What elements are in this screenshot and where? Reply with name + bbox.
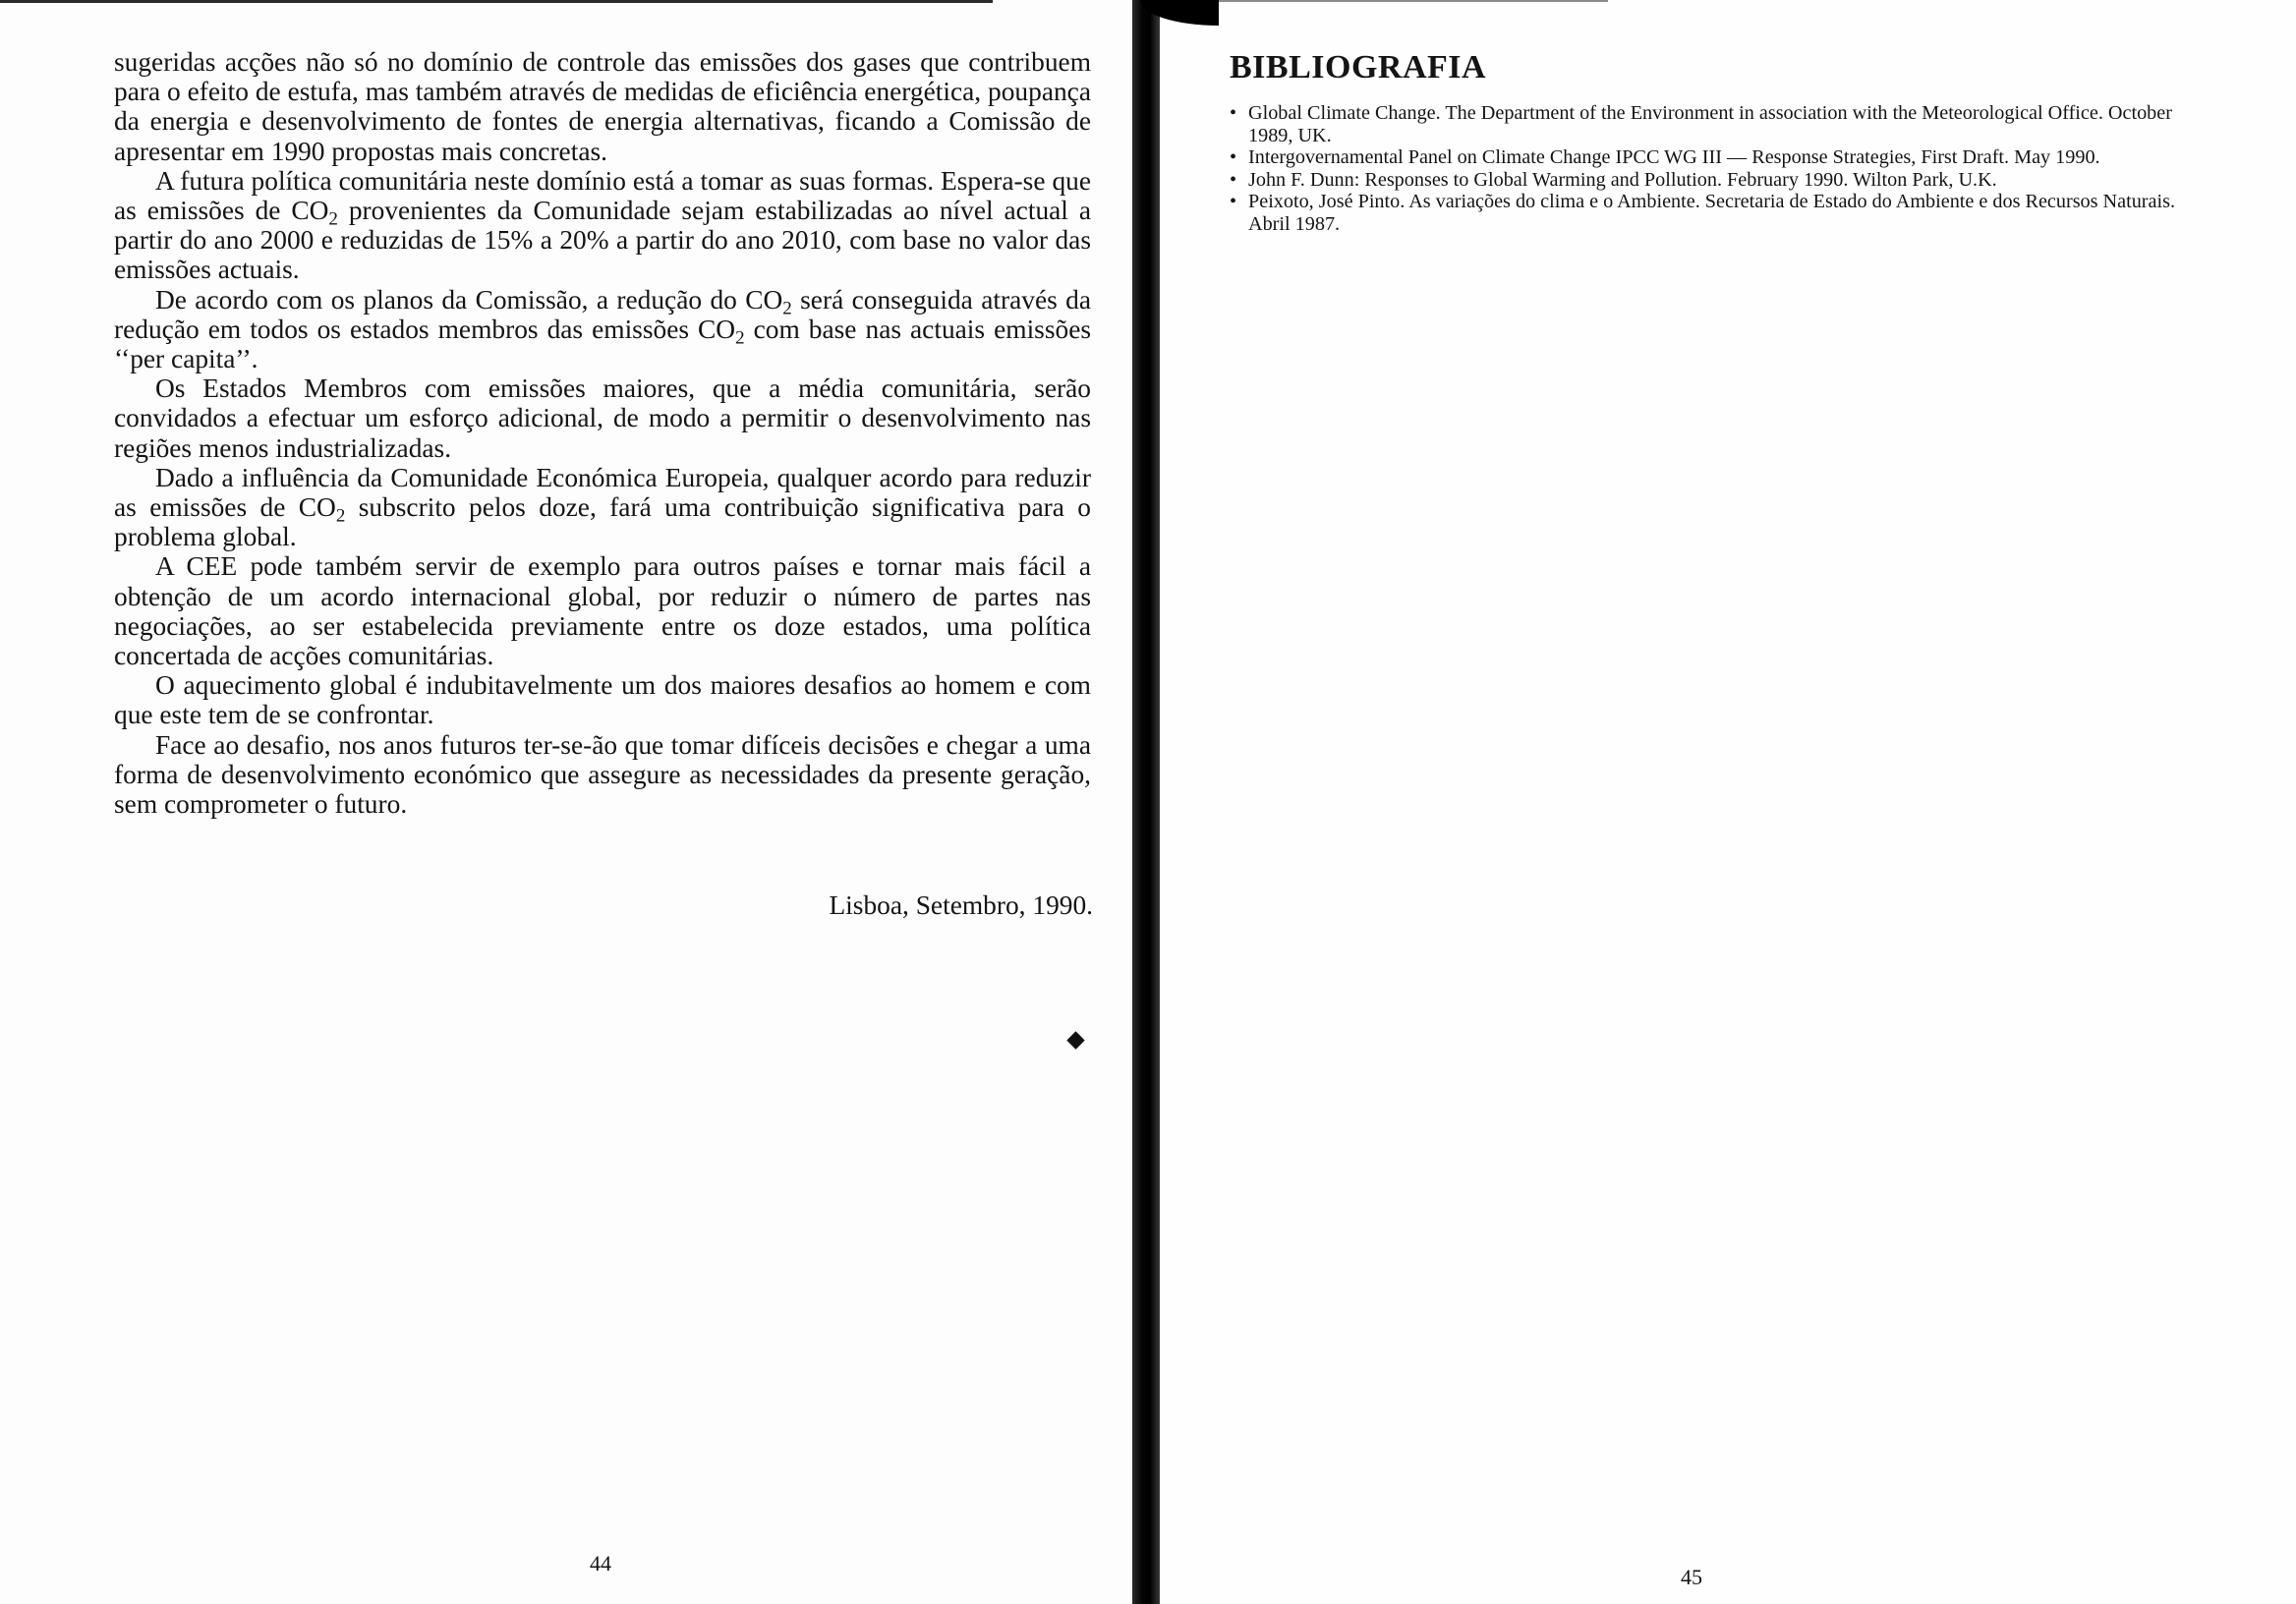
top-scan-edge-left	[0, 0, 993, 3]
paragraph-text: O aquecimento global é indubitavelmente um dos maiores desafios ao homem e com que este tem de se confrontar.	[114, 670, 1091, 730]
paragraph-text: com base nas actuais emissões ‘‘per capita’’.	[114, 314, 1092, 374]
bibliography-heading: BIBLIOGRAFIA	[1230, 49, 1487, 86]
paragraph-text: Dado a influência da Comunidade Económica Europeia, qualquer acordo para reduzir as emissões de CO	[114, 462, 1091, 523]
paragraph-text: sugeridas acções não só no domínio de controle das emissões dos gases que contribuem para o efeito de estufa, mas também através de medidas de eficiência energética, poupança da energia e desenvolvimento de fontes de energia alternativas, ficando a Comissão de apresentar em 1990 propostas mais concretas.	[114, 47, 1091, 166]
paragraph-text: A CEE pode também servir de exemplo para outros países e tornar mais fácil a obtenção de um acordo internacional global, por reduzir o número de partes nas negociações, ao ser estabelecida previamente entre os doze estados, uma política concertada de acções comunitárias.	[114, 551, 1091, 671]
paragraph-text: Face ao desafio, nos anos futuros ter-se-ão que tomar difíceis decisões e chegar a uma forma de desenvolvimento económico que assegure as necessidades da presente geração, sem comprometer o futuro.	[114, 729, 1091, 820]
subscript-text: 2	[335, 505, 346, 527]
paragraph-text: De acordo com os planos da Comissão, a redução do CO	[155, 284, 783, 315]
right-page	[1160, 0, 2296, 1604]
subscript-text: 2	[782, 297, 792, 318]
body-paragraph	[114, 285, 1091, 374]
body-paragraph	[114, 670, 1091, 729]
subscript-text: 2	[328, 208, 338, 230]
paragraph-text: A futura política comunitária neste domínio está a tomar as suas formas. Espera-se que as emissões de CO	[114, 165, 1091, 226]
place-and-date-signoff: Lisboa, Setembro, 1990.	[829, 890, 1093, 920]
body-paragraph	[114, 551, 1091, 670]
bibliography-entry: • Global Climate Change. The Department of the Environment in association with the Meteorological Office. October 1989, UK.	[1230, 102, 2212, 146]
paragraph-text: subscrito pelos doze, fará uma contribuição significativa para o problema global.	[114, 492, 1092, 552]
top-scan-edge-right	[1215, 0, 1608, 2]
page-number-left: 44	[590, 1551, 611, 1575]
page-number-right: 45	[1681, 1565, 1702, 1589]
bibliography-entry: • Peixoto, José Pinto. As variações do clima e o Ambiente. Secretaria de Estado do Ambiente e dos Recursos Naturais. Abril 1987.	[1230, 191, 2212, 235]
book-spine-gutter	[1132, 0, 1160, 1604]
body-paragraph	[114, 47, 1091, 166]
bibliography-entry: • Intergovernamental Panel on Climate Change IPCC WG III — Response Strategies, First Draft. May 1990.	[1230, 146, 2212, 169]
body-paragraph	[114, 463, 1091, 552]
subscript-text: 2	[735, 327, 745, 349]
paragraph-text: Os Estados Membros com emissões maiores, que a média comunitária, serão convidados a efectuar um esforço adicional, de modo a permitir o desenvolvimento nas regiões menos industrializadas.	[114, 373, 1091, 463]
body-paragraph	[114, 373, 1091, 463]
body-paragraph	[114, 166, 1091, 285]
bibliography-list	[1230, 102, 2212, 235]
left-page-body	[114, 47, 1091, 819]
paragraph-text: será conseguida através da redução em todos os estados membros das emissões CO	[114, 284, 1091, 344]
bibliography-entry: • John F. Dunn: Responses to Global Warming and Pollution. February 1990. Wilton Park, U.K.	[1230, 169, 2212, 192]
body-paragraph	[114, 730, 1091, 820]
paragraph-text: provenientes da Comunidade sejam estabilizadas ao nível actual a partir do ano 2000 e reduzidas de 15% a 20% a partir do ano 2010, com base no valor das emissões actuais.	[114, 196, 1091, 285]
